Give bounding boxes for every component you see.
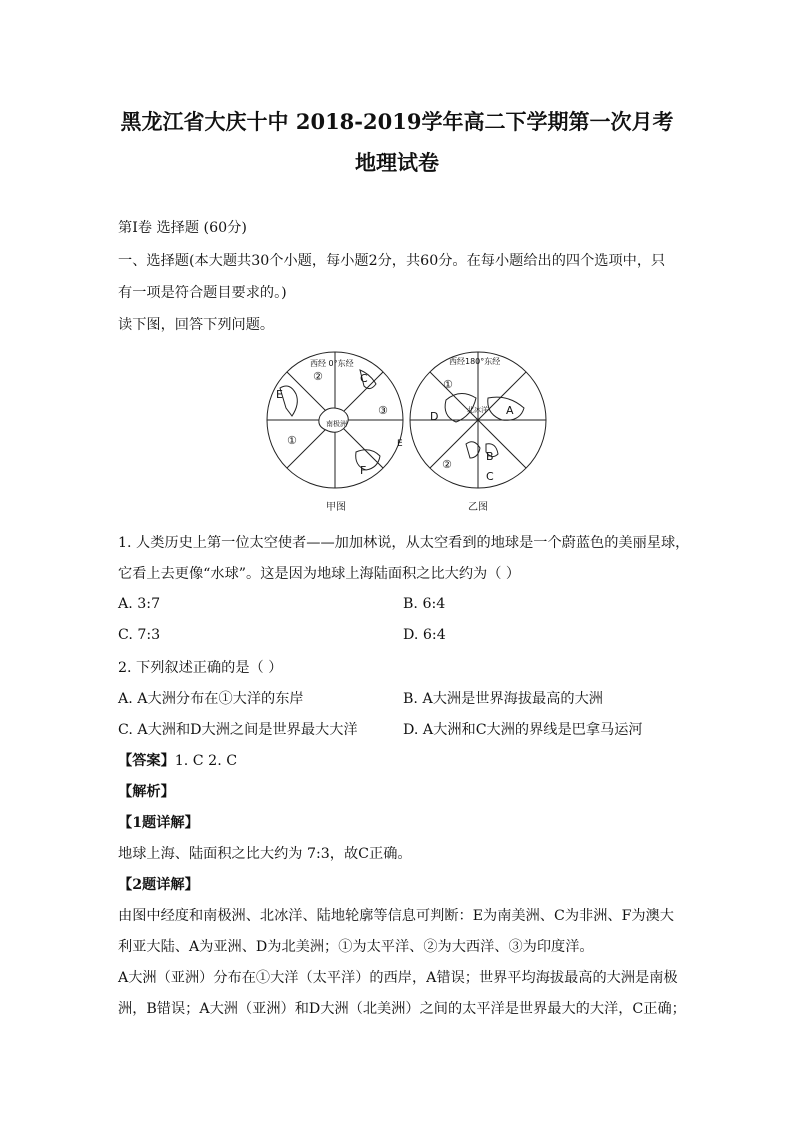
q1-stem-line-1: 1. 人类历史上第一位太空使者——加加林说，从太空看到的地球是一个蔚蓝色的美丽星球， [118,535,690,551]
read-figure-prompt: 读下图，回答下列问题。 [118,317,275,333]
q2-analysis-line-3: A大洲（亚洲）分布在①大洋（太平洋）的西岸，A错误；世界平均海拔最高的大洲是南极 [118,970,678,986]
q1-option-c: C. 7:3 [118,627,161,643]
globe-figure [260,348,560,518]
left-mark-6: F [360,464,367,477]
left-mark-2: C [360,372,368,385]
part-heading: 第Ⅰ卷 选择题 (60分) [118,220,247,236]
q2-option-a: A. A大洲分布在①大洋的东岸 [118,691,304,707]
right-caption: 乙图 [468,502,488,513]
q2-analysis-line-2: 利亚大陆、A为亚洲、D为北美洲；①为太平洋、②为大西洋、③为印度洋。 [118,939,594,955]
right-meridian-label: 西经180°东经 [449,357,501,366]
q1-option-a: A. 3:7 [118,596,161,612]
q2-option-b: B. A大洲是世界海拔最高的大洲 [403,691,603,707]
right-center-label: 北冰洋 [467,406,488,414]
q1-option-b: B. 6:4 [403,596,446,612]
q2-option-d: D. A大洲和C大洲的界线是巴拿马运河 [403,722,643,738]
q2-option-c: C. A大洲和D大洲之间是世界最大大洋 [118,722,358,738]
instruction-line-1: 一、选择题(本大题共30个小题，每小题2分，共60分。在每小题给出的四个选项中，只 [118,253,666,269]
document-subtitle: 地理试卷 [355,150,439,175]
q2-stem: 2. 下列叙述正确的是（ ） [118,660,283,676]
q1-stem-line-2: 它看上去更像“水球”。这是因为地球上海陆面积之比大约为（ ） [118,566,521,582]
document-title: 黑龙江省大庆十中 2018-2019学年高二下学期第一次月考 [120,109,674,134]
q2-analysis-line-1: 由图中经度和南极洲、北冰洋、陆地轮廓等信息可判断：E为南美洲、C为非洲、F为澳大 [118,908,674,924]
left-caption: 甲图 [326,502,346,513]
right-mark-5: ② [442,458,452,471]
left-mark-3: E [276,388,283,401]
answer-label: 【答案】 [118,753,175,769]
q1-analysis-label: 【1题详解】 [118,815,199,831]
right-mark-6: B [486,450,494,463]
left-center-label: 南极洲 [326,420,347,428]
q1-analysis-text: 地球上海、陆面积之比大约为 7:3，故C正确。 [118,846,412,862]
left-mark-1: ② [313,370,323,383]
right-mark-7: C [486,470,494,483]
right-mark-3: A [506,404,514,417]
left-meridian-label: 西经 0°东经 [310,359,354,368]
analysis-label: 【解析】 [118,784,175,800]
answer-text: 1. C 2. C [174,753,238,769]
left-mark-4: ③ [378,404,388,417]
left-mark-5: ① [287,434,297,447]
right-mark-4: E [397,439,403,449]
right-mark-1: ① [443,378,453,391]
q2-analysis-label: 【2题详解】 [118,877,199,893]
q2-analysis-line-4: 洲，B错误；A大洲（亚洲）和D大洲（北美洲）之间的太平洋是世界最大的大洋，C正确； [118,1001,686,1017]
right-mark-2: D [430,410,439,423]
answer-line [118,750,237,770]
instruction-line-2: 有一项是符合题目要求的。) [118,285,287,301]
q1-option-d: D. 6:4 [403,627,446,643]
